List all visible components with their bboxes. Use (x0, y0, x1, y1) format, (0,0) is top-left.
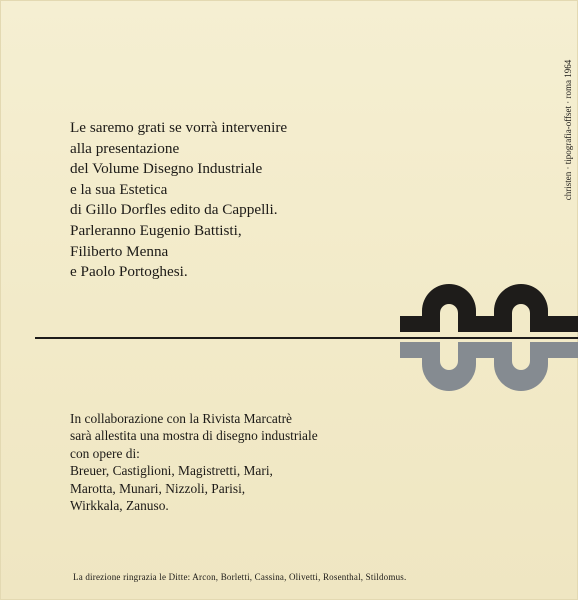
collaboration-line: Wirkkala, Zanuso. (70, 498, 169, 514)
invitation-line: alla presentazione (70, 139, 180, 157)
invitation-line: Filiberto Menna (70, 242, 169, 260)
sponsors-footer: La direzione ringrazia le Ditte: Arcon, Borletti, Cassina, Olivetti, Rosenthal, Stildomus. (73, 572, 407, 582)
invitation-line: Le saremo grati se vorrà intervenire (70, 119, 288, 136)
invitation-line: di Gillo Dorfles edito da Cappelli. (70, 201, 278, 219)
collaboration-line: sarà allestita una mostra di disegno industriale (70, 428, 318, 444)
invitation-line: Parleranno Eugenio Battisti, (70, 221, 242, 239)
invitation-line: e la sua Estetica (70, 180, 168, 198)
collaboration-text (70, 410, 390, 514)
invitation-line: e Paolo Portoghesi. (70, 263, 188, 281)
collaboration-line: con opere di: (70, 445, 140, 461)
logo-grey-arches (400, 342, 578, 391)
printer-credit (560, 46, 576, 214)
printer-credit-text: christen · tipografia-offset · roma 1964 (563, 59, 573, 201)
logo-dark-arches (400, 284, 578, 332)
invitation-text (70, 118, 370, 283)
collaboration-line: In collaborazione con la Rivista Marcatrè (70, 411, 292, 426)
collaboration-line: Marotta, Munari, Nizzoli, Parisi, (70, 480, 246, 496)
invitation-line: del Volume Disegno Industriale (70, 160, 263, 178)
double-arch-logo (400, 278, 578, 396)
collaboration-line: Breuer, Castiglioni, Magistretti, Mari, (70, 463, 273, 479)
